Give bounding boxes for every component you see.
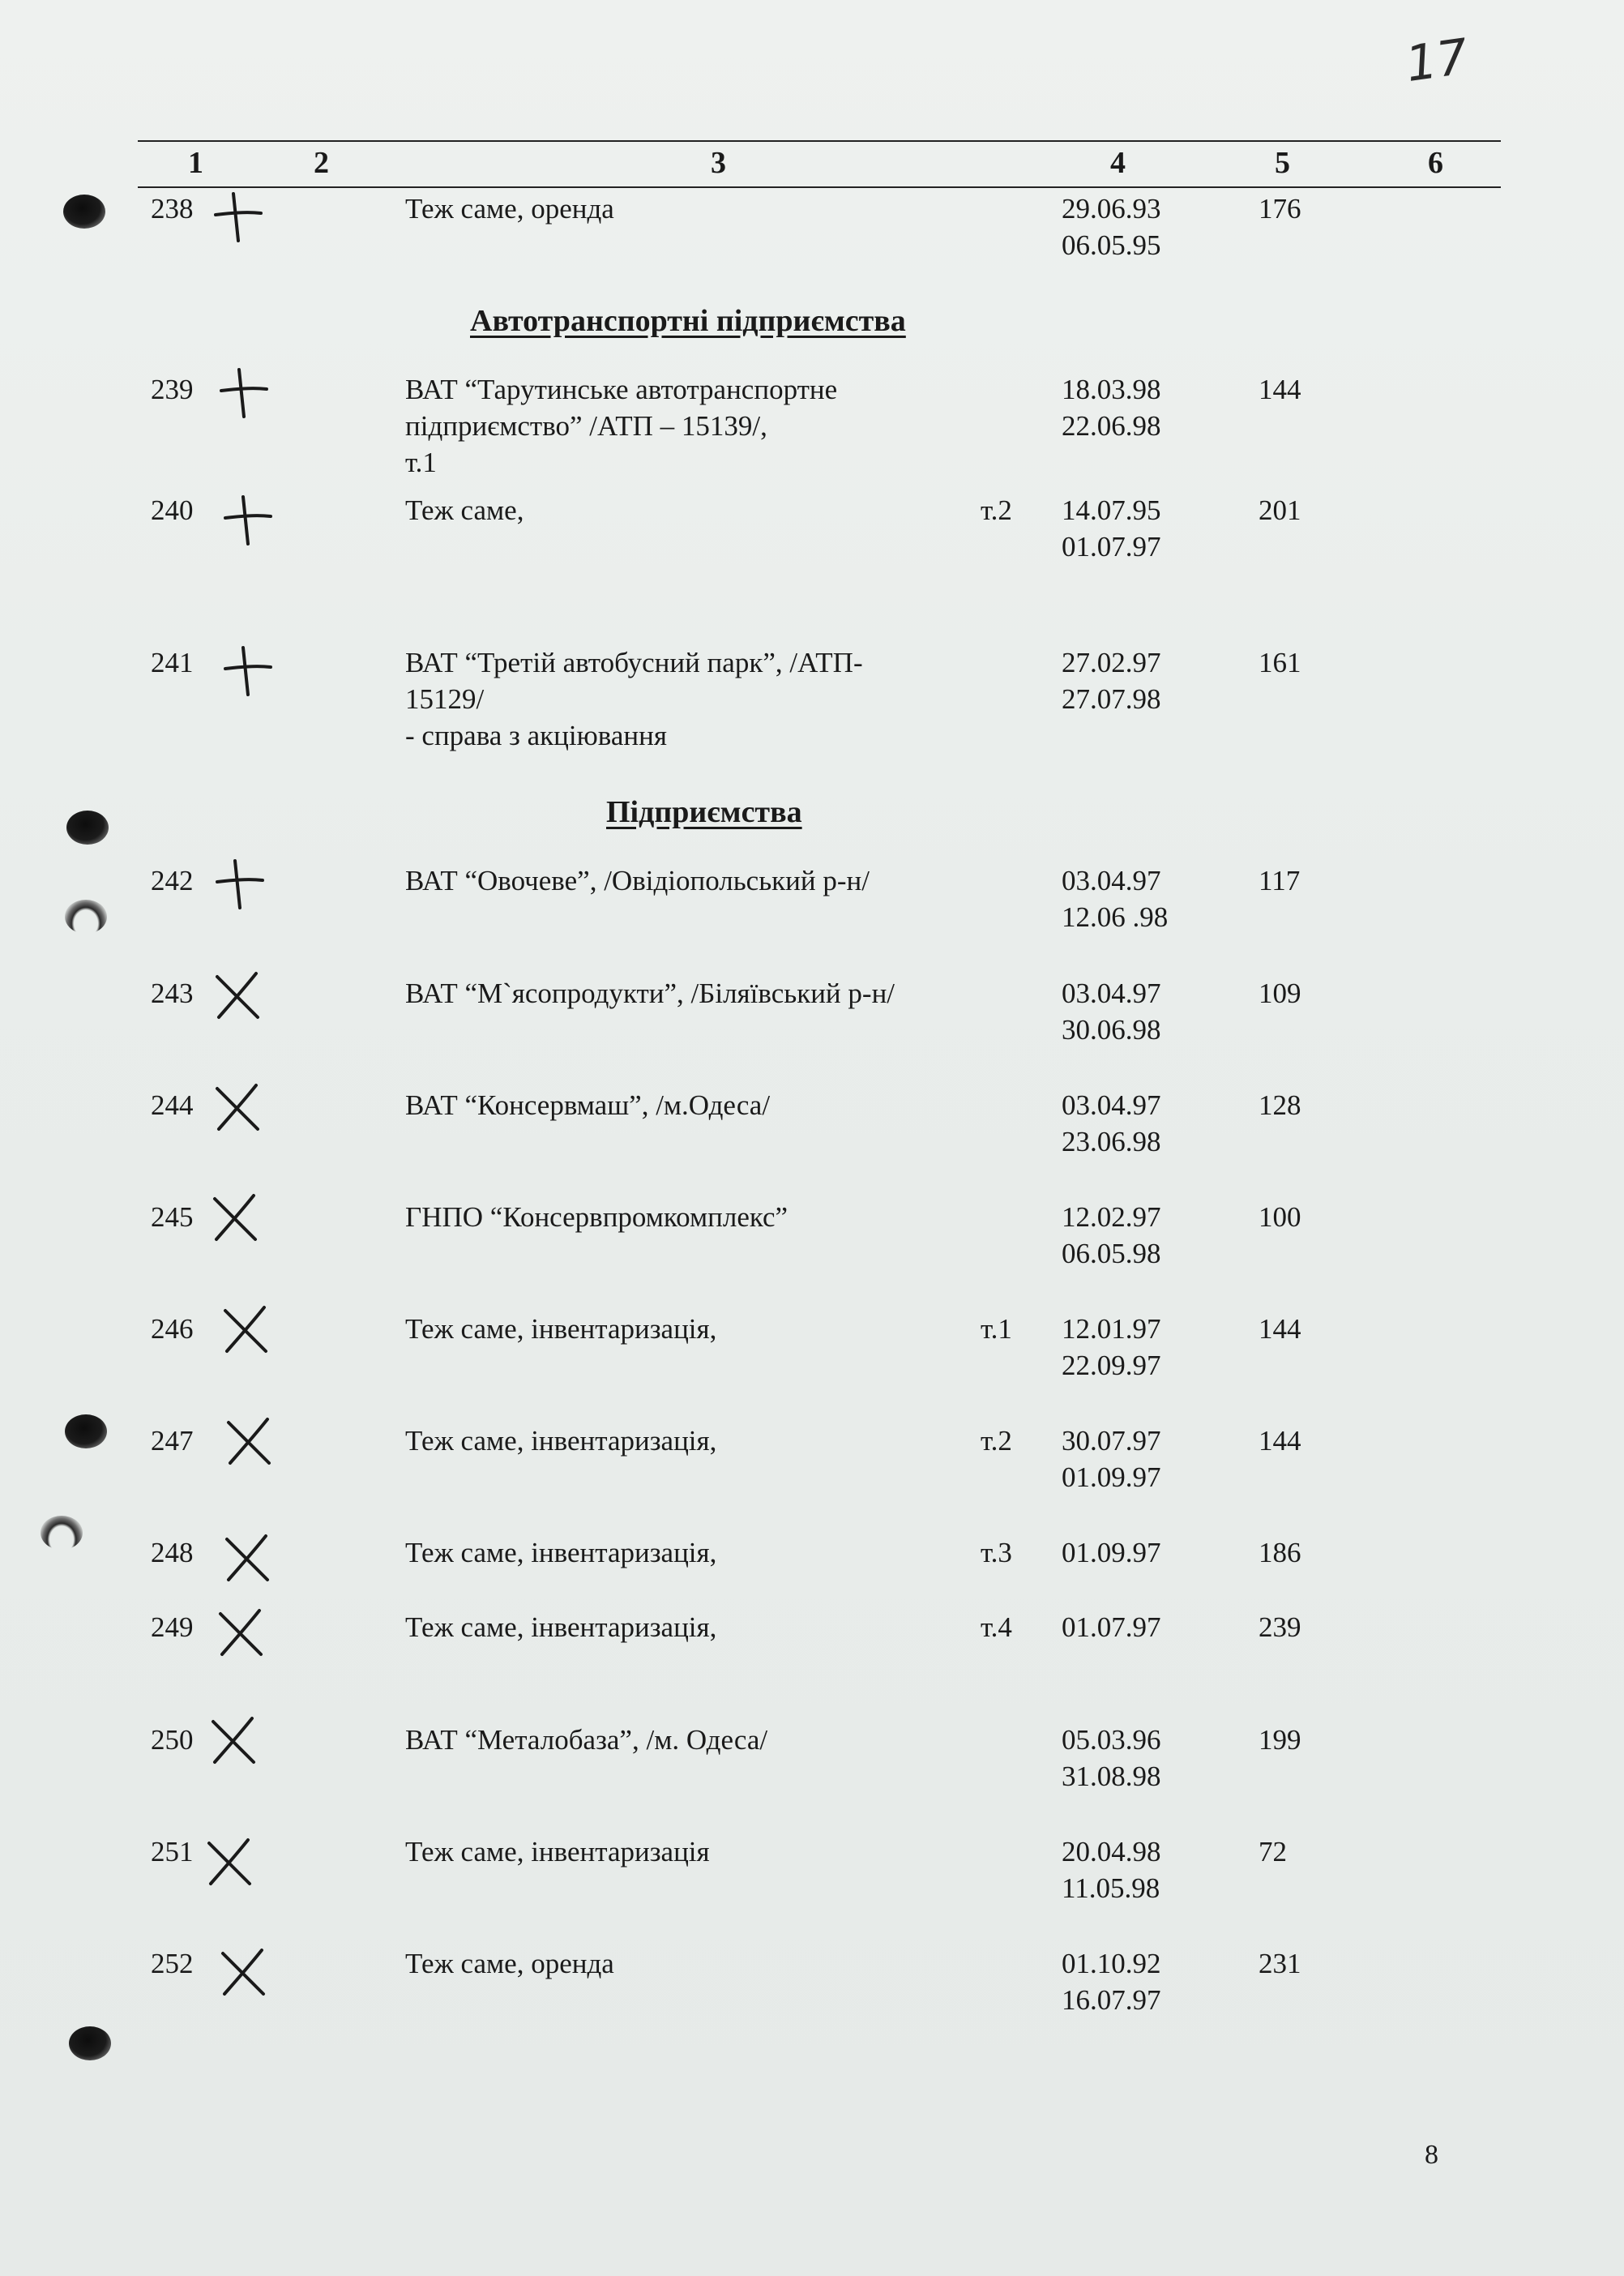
record-dates	[1062, 1609, 1161, 1645]
handwritten-plus-mark-icon	[219, 643, 276, 699]
end-date: 22.09.97	[1062, 1350, 1161, 1381]
row-number: 250	[151, 1724, 194, 1756]
end-date: 22.06.98	[1062, 410, 1161, 442]
record-title	[405, 1945, 614, 1982]
column-header-5: 5	[1275, 146, 1290, 180]
column-header-2: 2	[314, 146, 329, 180]
end-date: 06.05.95	[1062, 229, 1161, 261]
volume-number: т.4	[981, 1611, 1012, 1643]
volume-number: т.2	[981, 494, 1012, 526]
handwritten-cross-mark-icon	[219, 1529, 276, 1586]
column-header-1: 1	[188, 146, 203, 180]
handwritten-cross-mark-icon	[212, 1604, 269, 1661]
record-title-line: ВАТ “Консервмаш”, /м.Одеса/	[405, 1089, 771, 1121]
start-date: 01.10.92	[1062, 1948, 1161, 1979]
sheet-count: 109	[1259, 978, 1301, 1009]
start-date: 01.07.97	[1062, 1611, 1161, 1643]
handwritten-cross-mark-icon	[207, 1189, 263, 1246]
row-number: 244	[151, 1089, 194, 1121]
record-title-line: 15129/	[405, 683, 485, 715]
row-number: 240	[151, 494, 194, 526]
record-title-line: підприємство” /АТП – 15139/,	[405, 410, 767, 442]
record-title-line: Теж саме, інвентаризація,	[405, 1313, 717, 1345]
section-heading-auto-enterprises: Автотранспортні підприємства	[470, 304, 906, 338]
column-header-3: 3	[711, 146, 726, 180]
sheet-count: 161	[1259, 647, 1301, 678]
row-number: 248	[151, 1537, 194, 1568]
sheet-count: 72	[1259, 1836, 1287, 1867]
record-dates	[1062, 1199, 1161, 1272]
record-title	[405, 1609, 716, 1645]
row-number: 245	[151, 1201, 194, 1233]
record-title-line: Теж саме, інвентаризація	[405, 1836, 710, 1867]
record-title	[405, 190, 614, 227]
record-dates	[1062, 975, 1161, 1048]
sheet-count: 128	[1259, 1089, 1301, 1121]
record-title	[405, 1087, 770, 1123]
start-date: 03.04.97	[1062, 978, 1161, 1009]
handwritten-plus-mark-icon	[219, 492, 276, 549]
handwritten-plus-mark-icon	[211, 856, 267, 913]
row-number: 252	[151, 1948, 194, 1979]
record-title	[405, 492, 524, 528]
sheet-count: 199	[1259, 1724, 1301, 1756]
record-title-line: ВАТ “Третій автобусний парк”, /АТП-	[405, 647, 863, 678]
sheet-count: 239	[1259, 1611, 1301, 1643]
start-date: 03.04.97	[1062, 1089, 1161, 1121]
punch-hole	[65, 1414, 107, 1448]
record-title-line: Теж саме, інвентаризація,	[405, 1537, 717, 1568]
end-date: 16.07.97	[1062, 1984, 1161, 2016]
start-date: 29.06.93	[1062, 193, 1161, 225]
record-title-line: т.1	[405, 447, 437, 478]
handwritten-cross-mark-icon	[209, 967, 266, 1024]
record-title-line: Теж саме, інвентаризація,	[405, 1425, 717, 1457]
end-date: 31.08.98	[1062, 1760, 1161, 1792]
sheet-count: 144	[1259, 1425, 1301, 1457]
end-date: 01.07.97	[1062, 531, 1161, 563]
sheet-count: 144	[1259, 1313, 1301, 1345]
record-dates	[1062, 1311, 1161, 1384]
page-number: 8	[1425, 2140, 1438, 2170]
record-title	[405, 1722, 767, 1758]
handwritten-cross-mark-icon	[205, 1712, 262, 1769]
end-date: 01.09.97	[1062, 1461, 1161, 1493]
record-title	[405, 371, 837, 481]
record-title	[405, 644, 863, 754]
punch-hole	[66, 811, 109, 845]
start-date: 30.07.97	[1062, 1425, 1161, 1457]
record-title	[405, 1311, 716, 1347]
handwritten-cross-mark-icon	[209, 1079, 266, 1136]
table-header-rule	[138, 186, 1501, 188]
sheet-count: 201	[1259, 494, 1301, 526]
record-title-line: ВАТ “Металобаза”, /м. Одеса/	[405, 1724, 768, 1756]
start-date: 18.03.98	[1062, 374, 1161, 405]
record-title-line: Теж саме, оренда	[405, 193, 614, 225]
record-dates	[1062, 190, 1161, 263]
punch-hole	[63, 195, 105, 229]
sheet-count: 144	[1259, 374, 1301, 405]
end-date: 11.05.98	[1062, 1872, 1160, 1904]
row-number: 238	[151, 193, 194, 225]
punch-hole	[41, 1516, 83, 1550]
handwritten-folio-number: 17	[1402, 28, 1472, 93]
record-dates	[1062, 492, 1161, 565]
record-title-line: ГНПО “Консервпромкомплекс”	[405, 1201, 788, 1233]
record-dates	[1062, 862, 1168, 935]
end-date: 30.06.98	[1062, 1014, 1161, 1046]
column-header-6: 6	[1428, 146, 1443, 180]
column-header-4: 4	[1110, 146, 1126, 180]
record-dates	[1062, 644, 1161, 717]
sheet-count: 117	[1259, 865, 1301, 896]
record-dates	[1062, 1722, 1161, 1795]
handwritten-plus-mark-icon	[209, 189, 266, 246]
sheet-count: 176	[1259, 193, 1301, 225]
end-date: 27.07.98	[1062, 683, 1161, 715]
volume-number: т.2	[981, 1425, 1012, 1457]
start-date: 12.02.97	[1062, 1201, 1161, 1233]
start-date: 20.04.98	[1062, 1836, 1161, 1867]
start-date: 14.07.95	[1062, 494, 1161, 526]
row-number: 241	[151, 647, 194, 678]
punch-hole	[65, 900, 107, 934]
record-title-line: ВАТ “Овочеве”, /Овідіопольський р-н/	[405, 865, 870, 896]
sheet-count: 231	[1259, 1948, 1301, 1979]
table-top-rule	[138, 140, 1501, 142]
handwritten-cross-mark-icon	[217, 1301, 274, 1358]
start-date: 05.03.96	[1062, 1724, 1161, 1756]
record-dates	[1062, 1422, 1161, 1495]
record-title	[405, 975, 895, 1012]
record-dates	[1062, 1945, 1161, 2018]
record-title-line: ВАТ “М`ясопродукти”, /Біляївський р-н/	[405, 978, 895, 1009]
record-dates	[1062, 1534, 1161, 1571]
record-title	[405, 1422, 716, 1459]
punch-hole	[69, 2026, 111, 2060]
record-title	[405, 1199, 788, 1235]
row-number: 243	[151, 978, 194, 1009]
start-date: 01.09.97	[1062, 1537, 1161, 1568]
record-title	[405, 1534, 716, 1571]
end-date: 12.06 .98	[1062, 901, 1169, 933]
record-title-line: Теж саме, оренда	[405, 1948, 614, 1979]
record-dates	[1062, 371, 1161, 444]
row-number: 246	[151, 1313, 194, 1345]
handwritten-cross-mark-icon	[215, 1944, 271, 2000]
sheet-count: 186	[1259, 1537, 1301, 1568]
record-title	[405, 1833, 710, 1870]
record-dates	[1062, 1087, 1161, 1160]
volume-number: т.3	[981, 1537, 1012, 1568]
handwritten-cross-mark-icon	[220, 1413, 277, 1470]
start-date: 12.01.97	[1062, 1313, 1161, 1345]
record-title-line: Теж саме,	[405, 494, 524, 526]
record-dates	[1062, 1833, 1161, 1906]
row-number: 249	[151, 1611, 194, 1643]
section-heading-enterprises: Підприємства	[606, 795, 802, 829]
row-number: 242	[151, 865, 194, 896]
row-number: 251	[151, 1836, 194, 1867]
row-number: 239	[151, 374, 194, 405]
start-date: 27.02.97	[1062, 647, 1161, 678]
record-title-line: Теж саме, інвентаризація,	[405, 1611, 717, 1643]
record-title-line: ВАТ “Тарутинське автотранспортне	[405, 374, 838, 405]
start-date: 03.04.97	[1062, 865, 1161, 896]
handwritten-plus-mark-icon	[215, 365, 271, 421]
sheet-count: 100	[1259, 1201, 1301, 1233]
record-title	[405, 862, 870, 899]
volume-number: т.1	[981, 1313, 1012, 1345]
record-title-line: - справа з акціювання	[405, 720, 667, 751]
end-date: 23.06.98	[1062, 1126, 1161, 1157]
handwritten-cross-mark-icon	[201, 1833, 258, 1890]
row-number: 247	[151, 1425, 194, 1457]
end-date: 06.05.98	[1062, 1238, 1161, 1269]
